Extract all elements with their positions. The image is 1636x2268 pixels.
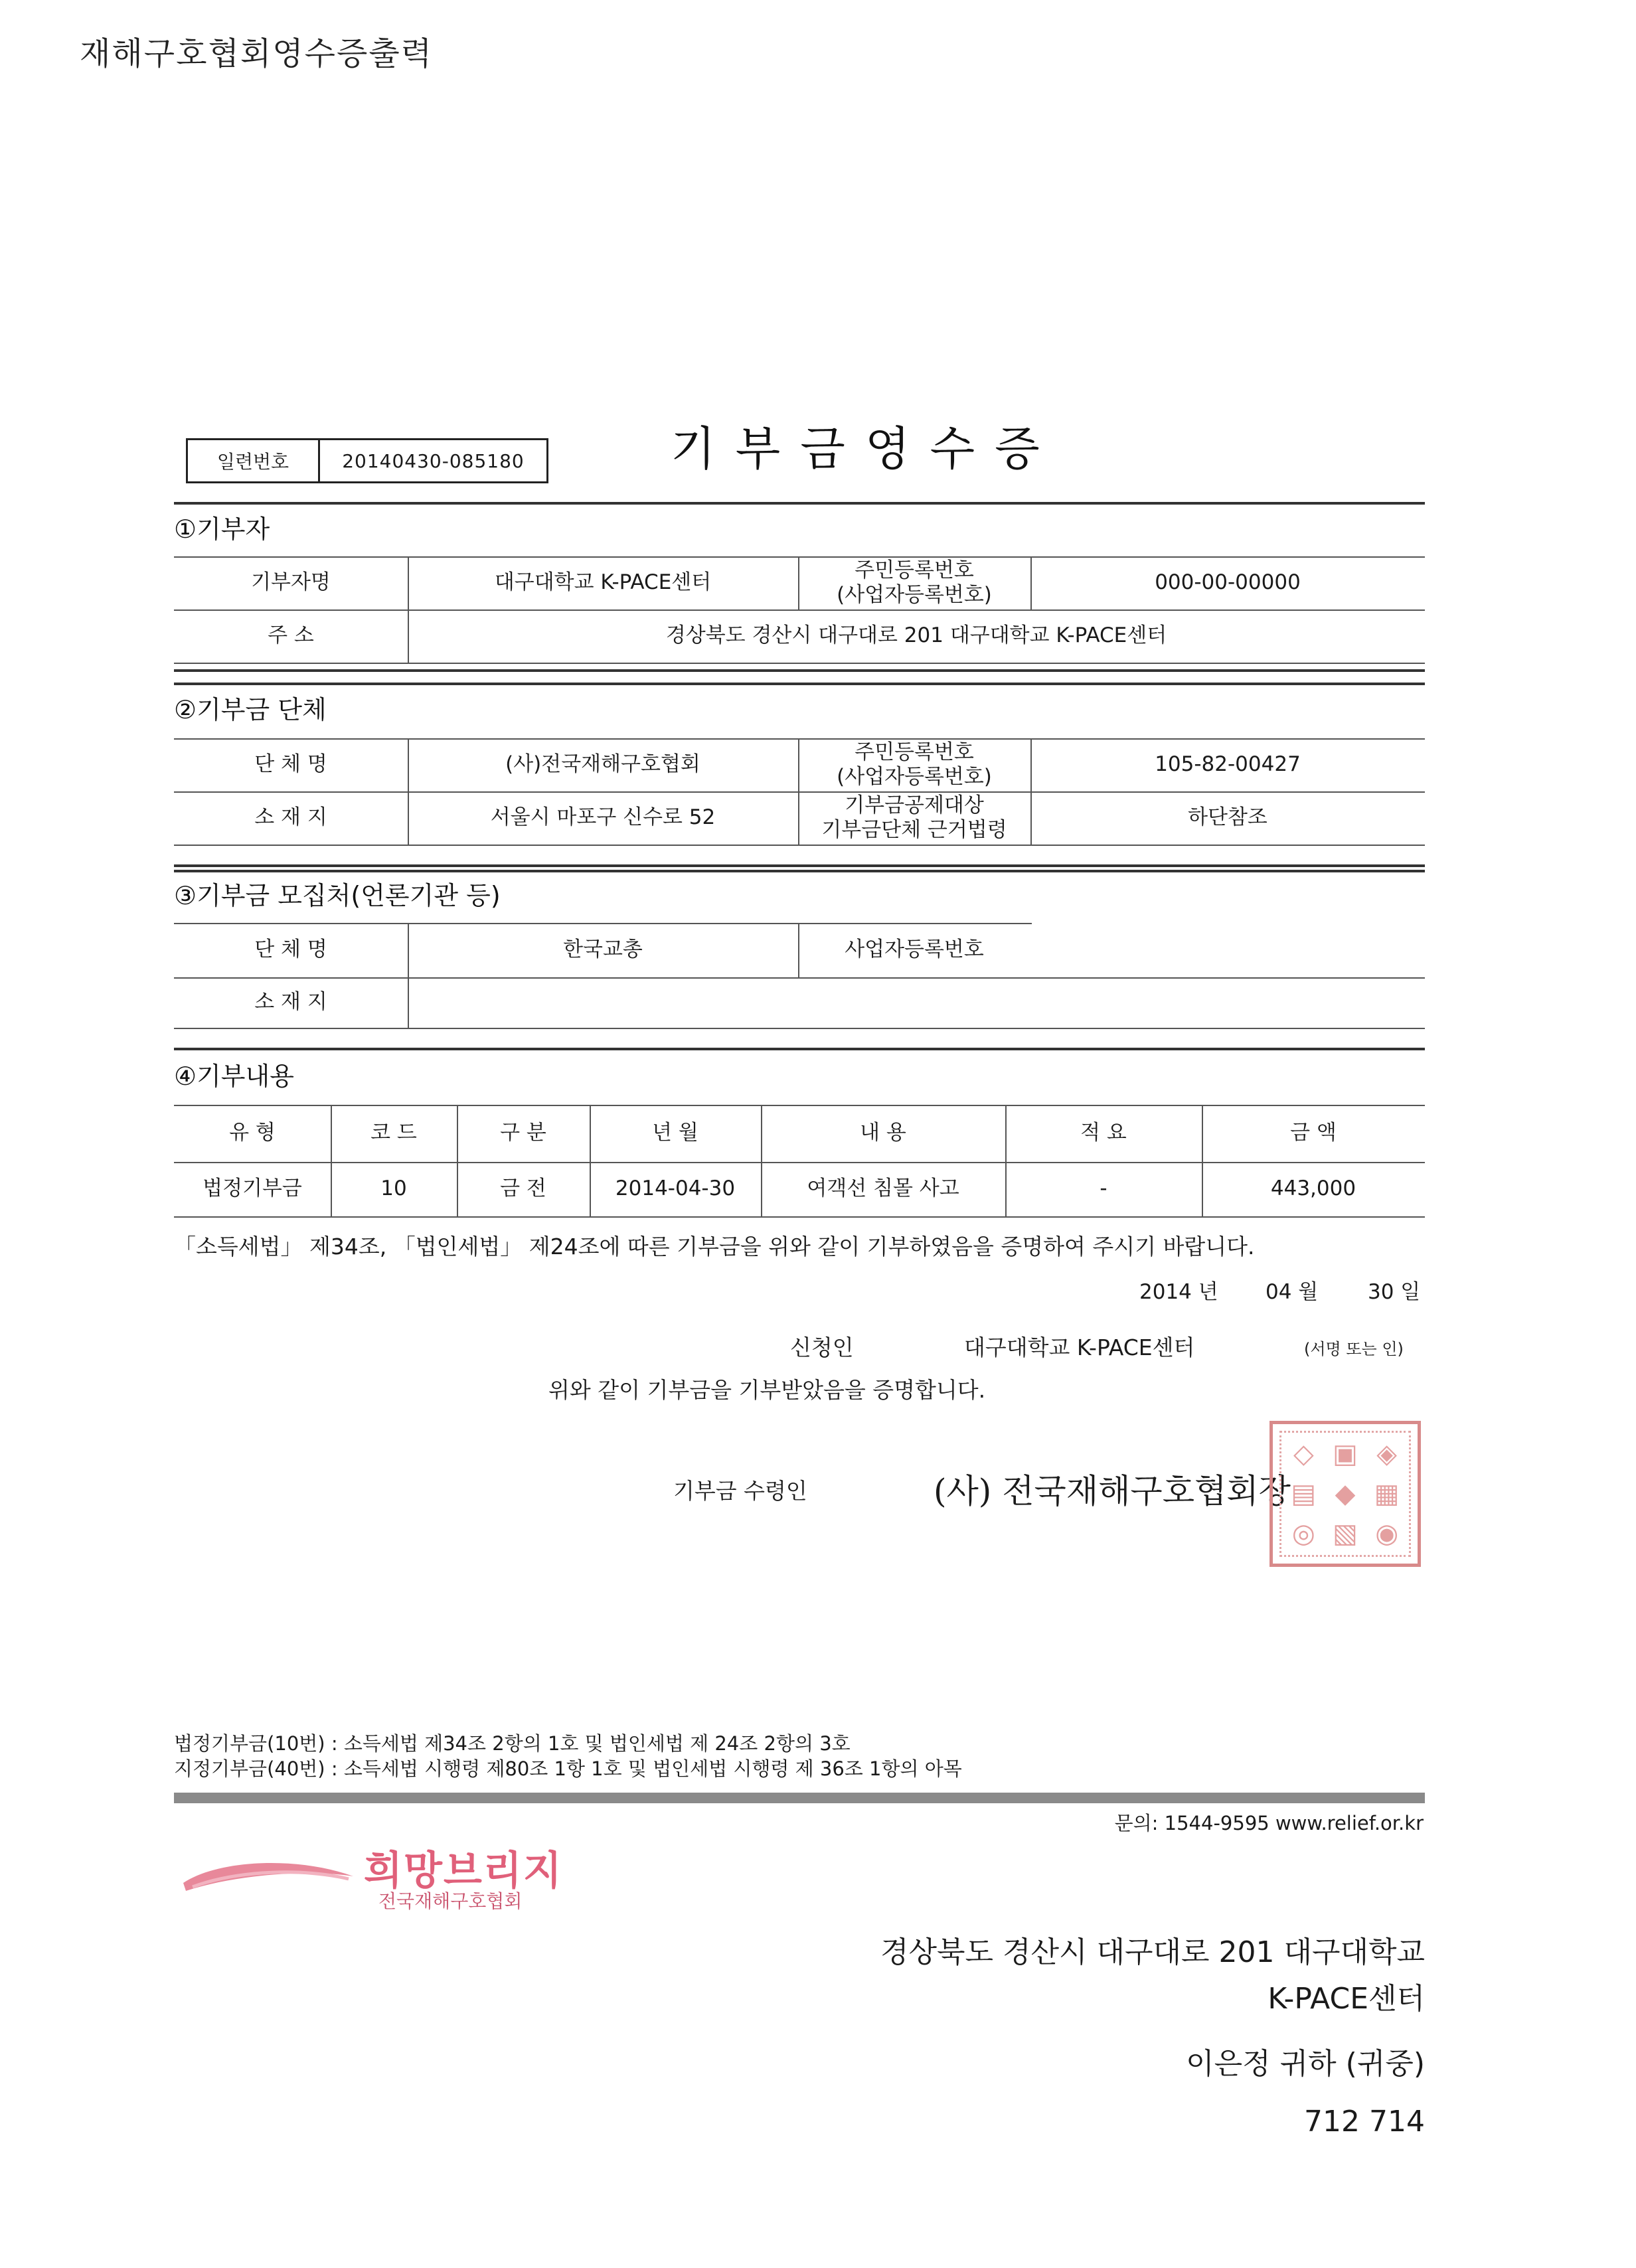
collector-location-label: 소 재 지 xyxy=(254,990,327,1014)
row-content: 여객선 침몰 사고 xyxy=(807,1176,959,1201)
col-header-type: 유 형 xyxy=(229,1121,276,1145)
org-name-label: 단 체 명 xyxy=(254,752,327,777)
mailing-address-line1: 경상북도 경산시 대구대로 201 대구대학교 xyxy=(880,1935,1425,1969)
donor-id-label-line2: (사업자등록번호) xyxy=(837,583,992,607)
print-header-title: 재해구호협회영수증출력 xyxy=(80,35,434,72)
donor-id-label xyxy=(798,556,1030,609)
col-header-code: 코 드 xyxy=(370,1121,417,1145)
org-name: (사)전국재해구호협회 xyxy=(505,752,700,777)
col-header-content: 내 용 xyxy=(860,1121,906,1145)
donor-name-label: 기부자명 xyxy=(251,570,331,595)
col-header-date: 년 월 xyxy=(652,1121,698,1145)
official-seal xyxy=(1269,1421,1421,1567)
divider xyxy=(174,1048,1425,1050)
serial-value: 20140430-085180 xyxy=(342,449,525,472)
divider xyxy=(174,1028,1425,1029)
serial-label: 일련번호 xyxy=(188,440,320,481)
col-header-note: 적 요 xyxy=(1080,1121,1127,1145)
date-month: 04 월 xyxy=(1266,1280,1319,1304)
col-header-category: 구 분 xyxy=(500,1121,546,1145)
collector-biz-label: 사업자등록번호 xyxy=(845,937,984,962)
donor-address-label: 주 소 xyxy=(268,623,314,648)
divider xyxy=(174,683,1425,685)
divider xyxy=(174,870,1425,872)
org-basis-label xyxy=(798,791,1030,845)
row-note: - xyxy=(1100,1176,1107,1201)
org-location-label: 소 재 지 xyxy=(254,805,327,830)
mailing-address-line2: K-PACE센터 xyxy=(1268,1982,1425,2016)
row-amount: 443,000 xyxy=(1270,1176,1356,1201)
seal-glyph: ▤ xyxy=(1291,1479,1317,1509)
logo-subtitle: 전국재해구호협회 xyxy=(378,1890,523,1912)
seal-glyph: ◆ xyxy=(1335,1479,1356,1509)
divider xyxy=(174,669,1425,672)
applicant-name: 대구대학교 K-PACE센터 xyxy=(964,1335,1195,1360)
contact-info: 문의: 1544-9595 www.relief.or.kr xyxy=(1114,1812,1424,1834)
org-basis-label-line2: 기부금단체 근거법령 xyxy=(821,818,1007,842)
date-year: 2014 년 xyxy=(1139,1280,1218,1304)
document-title: 기부금영수증 xyxy=(671,422,1060,476)
org-id-label-line2: (사업자등록번호) xyxy=(837,765,992,789)
org-id-label xyxy=(798,738,1030,791)
row-category: 금 전 xyxy=(500,1176,546,1201)
org-id-number: 105-82-00427 xyxy=(1155,752,1301,777)
legal-note-1: 법정기부금(10번) : 소득세법 제34조 2항의 1호 및 법인세법 제 24조 2항의 3호 xyxy=(174,1732,851,1755)
recipient-label: 기부금 수령인 xyxy=(673,1478,807,1504)
footer-bar xyxy=(174,1793,1425,1803)
row-date: 2014-04-30 xyxy=(615,1176,736,1201)
donor-id-number: 000-00-00000 xyxy=(1155,570,1301,595)
divider xyxy=(174,663,1425,664)
mailing-recipient: 이은정 귀하 (귀중) xyxy=(1186,2047,1425,2081)
donor-name: 대구대학교 K-PACE센터 xyxy=(494,570,712,595)
seal-glyph: ◈ xyxy=(1376,1439,1398,1469)
col-header-amount: 금 액 xyxy=(1290,1121,1337,1145)
org-location: 서울시 마포구 신수로 52 xyxy=(490,805,716,830)
org-id-label-line1: 주민등록번호 xyxy=(855,740,974,764)
seal-glyph: ▣ xyxy=(1333,1439,1358,1469)
legal-note-2: 지정기부금(40번) : 소득세법 시행령 제80조 1항 1호 및 법인세법 시행령 제 36조 1항의 아목 xyxy=(174,1757,962,1780)
divider xyxy=(174,864,1425,867)
seal-glyph: ◎ xyxy=(1291,1518,1315,1549)
seal-pattern xyxy=(1285,1436,1406,1552)
section-donor-title: ①기부자 xyxy=(174,515,270,544)
donor-address: 경상북도 경산시 대구대로 201 대구대학교 K-PACE센터 xyxy=(665,623,1167,648)
confirmation-text: 위와 같이 기부금을 기부받았음을 증명합니다. xyxy=(548,1377,986,1403)
mailing-zip: 712 714 xyxy=(1304,2105,1425,2139)
section-organization-title: ②기부금 단체 xyxy=(174,695,327,724)
divider xyxy=(174,1216,1425,1218)
applicant-label: 신청인 xyxy=(790,1335,854,1360)
sign-note: (서명 또는 인) xyxy=(1304,1340,1404,1358)
donor-id-label-line1: 주민등록번호 xyxy=(855,558,974,582)
org-basis-label-line1: 기부금공제대상 xyxy=(845,793,984,817)
date-day: 30 일 xyxy=(1368,1280,1421,1304)
divider xyxy=(174,502,1425,505)
recipient-name: (사) 전국재해구호협회장 xyxy=(934,1472,1291,1510)
logo-name: 희망브리지 xyxy=(364,1848,563,1894)
hope-bridge-logo xyxy=(179,1839,591,1912)
serial-number-box xyxy=(186,438,548,483)
collector-name: 한국교총 xyxy=(563,937,643,962)
row-type: 법정기부금 xyxy=(203,1176,302,1201)
org-basis: 하단참조 xyxy=(1188,805,1268,830)
collector-name-label: 단 체 명 xyxy=(254,937,327,962)
row-code: 10 xyxy=(380,1176,407,1201)
logo-swoosh-icon xyxy=(179,1852,359,1905)
section-details-title: ④기부내용 xyxy=(174,1062,294,1091)
seal-glyph: ◉ xyxy=(1375,1518,1399,1549)
seal-glyph: ◇ xyxy=(1293,1439,1314,1469)
seal-glyph: ▦ xyxy=(1374,1479,1400,1509)
seal-glyph: ▧ xyxy=(1333,1518,1358,1549)
divider xyxy=(174,845,1425,846)
section-collector-title: ③기부금 모집처(언론기관 등) xyxy=(174,881,501,910)
certification-statement: 「소득세법」 제34조, 「법인세법」 제24조에 따른 기부금을 위와 같이 기부하였음을 증명하여 주시기 바랍니다. xyxy=(174,1234,1255,1259)
